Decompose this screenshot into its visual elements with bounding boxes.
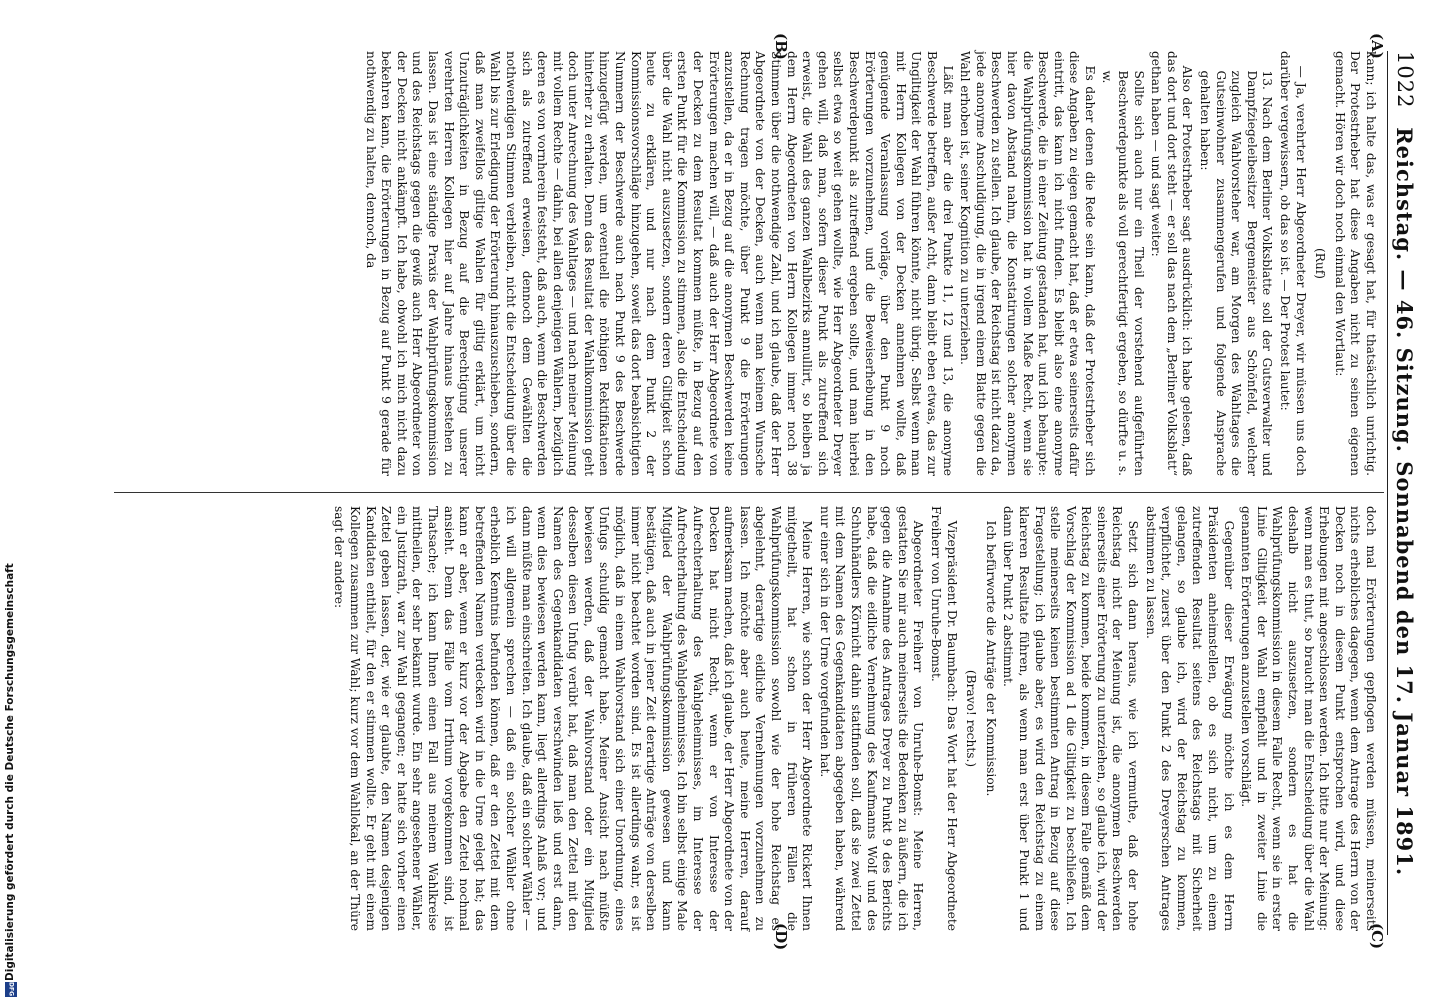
paragraph: Ich befürworte die Anträge der Kommission. [983, 520, 998, 797]
interjection: (Bravo! rechts.) [964, 669, 979, 768]
page-number: 1022 [1393, 51, 1417, 109]
quoted-paragraph: Sollte sich auch nur ein Theil der vorstehend aufgeführten Beschwerdepunkte als voll gerechtfertigt ergeben, so dürfte u. s. w. [1100, 70, 1146, 476]
paragraph: Gegenüber dieser Erwägung möchte ich es dem Herrn Präsidenten anheimstellen, ob es sich nicht, um zu einem zutreffenden Resultat seitens des Reichstags mit Sicherheit gelangen, so glaube ich, wird der Reichstag zu kommen, verpflichtet, zuerst über den Punkt 2 des Dreyerschen Antrages abstimmen zu lassen. [1143, 506, 1236, 931]
right-column [329, 506, 1378, 931]
interjection: (Ruf) [1313, 247, 1328, 280]
margin-mark-c: (C) [1368, 923, 1386, 950]
margin-mark-b: (B) [772, 33, 790, 60]
dfg-logo: DFG [5, 982, 17, 997]
margin-mark-d: (D) [772, 923, 790, 951]
page-header [1387, 51, 1422, 935]
paragraph: Setzt sich dann heraus, wie ich vermuthe, daß der hohe Reichstag nicht der Meinung ist, die anonymen Beschwerden seinerseits einer Erörterung zu unterziehen, so glaube ich, wird der Reichstag zu kommen, beide kommen, in diesem Falle gemäß dem Vorschlag der Kommission ad 1 die Giltigkeit zu beschließen. Ich stelle meinerseits keinen bestimmten Antrag in Bezug auf diese Fragestellung; ich glaube aber, es wird den Reichstag zu einem klareren Resultate führen, als wenn man erst über Punkt 1 und dann über Punkt 2 abstimmt. [1001, 506, 1141, 931]
page-title: Reichstag. — 46. Sitzung. Sonnabend den 17. Januar 1891. [1392, 127, 1418, 877]
credit-text: Digitalisierung gefördert durch die Deutsche Forschungsgemeinschaft [4, 563, 16, 981]
newspaper-page [90, 33, 1430, 953]
quoted-paragraph: 13. Nach dem Berliner Volksblatte soll der Gutsverwalter und Dampfziegeleibesitzer Bergemeister aus Schönfeld, welcher zugleich Wahlvorsteher war, am Morgen des Wahltages die Gutseinwohner zusammengerufen und folgende Ansprache gehalten haben: [1198, 70, 1275, 476]
paragraph: — Ja, verehrter Herr Abgeordneter Dreyer, wir müssen uns doch darüber vergewissern, ob das so ist. — Der Protest lautet: [1278, 51, 1308, 476]
margin-mark-a: (A) [1368, 33, 1386, 59]
paragraph: Meine Herren, wie schon der Herr Abgeordnete Rickert Ihnen mitgetheilt, hat schon in früheren Fällen die Wahlprüfungskommission sowohl wie der hohe Reichstag es abgelehnt, derartige eidliche Vernehmungen vorzunehmen zu lassen. Ich möchte aber auch heute, meine Herren, darauf aufmerksam machen, daß ich glaube, der Herr Abgeordnete von der Decken hat nicht Recht, wenn er von Interesse der Aufrechterhaltung des Wahlgeheimnisses, im Interesse der Aufrechterhaltung des Wahlgeheimnisses. Ich bin selbst einige Male Mitglied der Wahlprüfungskommission gewesen und kann bestätigen, daß auch in jener Zeit derartige Anträge von derselben immer nicht beachtet worden sind. Es ist allerdings wahr, es ist möglich, daß in einem Wahlvorstand sich einer Unordnung, eines Unfugs schuldig gemacht habe. Meiner Ansicht nach müßte bewiesen werden, daß der Wahlvorstand oder ein Mitglied desselben diesen Unfug verübt hat, daß man den Zettel mit den Namen des Gegenkandidaten verschwinden ließ und erst dann, wenn dies bewiesen werden kann, liegt allerdings Anlaß vor; und dann müßte man einschreiten. Ich glaube, daß ein solcher Wähler — ich will allgemein sprechen — daß ein solcher Wähler ohne erheblich Kenntnis befunden können, daß er den Zettel mit dem betreffenden Namen verdecken wird in die Urne gelegt hat; das kann er aber, wenn er kurz vor der Abgabe den Zettel nochmal ansieht. Denn das Fälle vom Irrthum vorgekommen sind, ist Thatsache; ich kann Ihnen einen Fall aus meinem Wahlkreise mittheilen, der sehr bekannt wurde. Ein sehr angesehener Wähler, ein Justizrath, war zur Wahl gegangen; er hatte sich vorher einen Zettel geben lassen, der, wie er glaubte, den Namen desjenigen Kandidaten enthielt, für den er stimmen wollte. Er geht mit einem Kollegen zusammen zur Wahl; kurz vor dem Wahllokal, an der Thüre sagt der andere: [332, 506, 815, 931]
speaker-paragraph: Abgeordneter Freiherr von Unruhe-Bomst: Meine Herren, gestatten Sie mir auch meinerseits die Bedenken zu äußern, die ich gegen die Annahme des Antrages Dreyer zu Punkt 9 des Berichts habe, daß die eidliche Vernehmung des Kaufmanns Wolf und des Schuhhändlers Körnicht dahin stattfinden soll, daß sie zwei Zettel mit dem Namen des Gegenkandidaten abgegeben haben, während nur einer sich in der Urne vorgefunden hat. [817, 506, 926, 931]
paragraph: Läßt man aber die drei Punkte 11, 12 und 13, die anonyme Beschwerde betreffen, außer Acht, dann bleibt eben etwas, das zur Ungiltigkeit der Wahl führen könnte, nicht übrig. Selbst wenn man mit Herrn Kollegen von der Decken annehmen wollte, daß genügende Veranlassung vorläge, über den Punkt 9 noch Erörterungen vorzunehmen, und die Beweiserhebung in den Beschwerdepunkt als zutreffend ergeben sollte, und man hierbei selbst etwa so weit gehen wollte, wie Herr Abgeordneter Dreyer gehen will, daß man, sofern dieser Punkt als zutreffend sich erweist, die Wahl des ganzen Wahlbezirks annullirt, so bleiben ja dem Herrn Abgeordneten von Herrn Kollegen immer noch 38 Stimmen über die nothwendige Zahl, und ich glaube, daß der Herr Abgeordnete von der Decken, auch wenn man keinem Wunsche Rechnung tragen möchte, über Punkt 9 die Erörterungen anzustellen, da er in Bezug auf die anonymen Beschwerden keine Erörterungen machen will, — daß auch der Herr Abgeordnete von der Decken zu dem Resultat kommen müßte, in Bezug auf den ersten Punkt für die Kommission zu stimmen, also die Entscheidung über die Wahl nicht auszusetzen, sondern deren Giltigkeit schon heute zu erklären, und nur nach dem Punkt 2 der Kommissionsvorschläge hinzugehen, soweit das dort beabsichtigten Nummern der Beschwerde auch nach Punkt 9 des Beschwerde hinzugefügt werden, um eventuell die nöthigen Rektifikationen hinterher zu erhalten. Denn das Resultat der Wahlkommission geht doch unter Anrechnung des Wahltages — und nach meiner Meinung mit vollem Rechte — dahin, bei allen denjenigen Wählern, bezüglich deren es von vornherein feststeht, daß auch, wenn die Beschwerden sich als zutreffend erweisen, dennoch dem Gewählten die nothwendigen Stimmen verbleiben, nicht die Entscheidung über die Wahl bis zur Erledigung der Erörterung hinauszuschieben, sondern, daß man zweifellos giltige Wahlen für giltig erklärt, um nicht Unzuträglichkeiten in Bezug auf die Berechtigung unserer verehrten Herren Kollegen hier auf Jahre hinaus bestehen zu lassen. Das ist eine ständige Praxis der Wahlprüfungskommission und des Reichstags gegen die gewiß auch Herr Abgeordneter von der Decken nicht ankämpft. Ich habe, obwohl ich mich nicht dazu bekehren kann, die Erörterungen in Bezug auf Punkt 9 gerade für nothwendig zu halten, dennoch, da [363, 51, 955, 476]
column-divider [114, 492, 1384, 493]
left-column [360, 51, 1378, 476]
speaker-paragraph: Vizepräsident Dr. Baumbach: Das Wort hat der Herr Abgeordnete Freiherr von Unruhe-Bomst. [928, 506, 959, 931]
paragraph: kann; ich halte das, was er gesagt hat, für thatsächlich unrichtig. Der Protestrheber hat diese Angaben nicht zu seinen eigenen gemacht. Hören wir doch noch einmal den Wortlaut: [1332, 51, 1378, 476]
paragraph: doch mal Erörterungen gepflogen werden müssen, meinerseits nichts erhebliches dagegen, wenn dem Antrage des Herrn von der Decken noch in diesem Punkt entsprochen wird, und diese Erhebungen mit angeschlossen werden. Ich bitte nur der Meinung: wenn man es thut, so braucht man die Entscheidung über die Wahl deshalb nicht auszusetzen, sondern es hat die Wahlprüfungskommission in diesem Falle Recht, wenn sie in erster Linie Giltigkeit der Wahl empfiehlt und in zweiter Linie die genannten Erörterungen anzustellen vorschlägt. [1239, 506, 1378, 931]
side-credit [4, 0, 18, 1000]
paragraph: Es daher denen die Rede sein kann, daß der Protestrheber sich diese Angaben zu eigen gemacht hat, daß er etwa seinerseits dafür eintritt, das kann ich nicht finden. Es bleibt also eine anonyme Beschwerde, die in einer Zeitung gestanden hat, und ich behaupte: die Wahlprüfungskommission hat in vollem Maße Recht, wenn sie hier davon Abstand nahm, die Konstatirungen solcher anonymen Beschwerden zu stellen. Ich glaube, der Reichstag ist nicht dazu da, jede anonyme Anschuldigung, die in irgend einem Blatte gegen die Wahl erhoben ist, seiner Kognition zu unterziehen. [958, 51, 1097, 476]
paragraph: Also der Protestrheber sagt ausdrücklich: ich habe gelesen, daß das dort und dort steht — er soll das nach dem „Berliner Volksblatt“ gethan haben — und sagt weiter: [1149, 51, 1195, 476]
